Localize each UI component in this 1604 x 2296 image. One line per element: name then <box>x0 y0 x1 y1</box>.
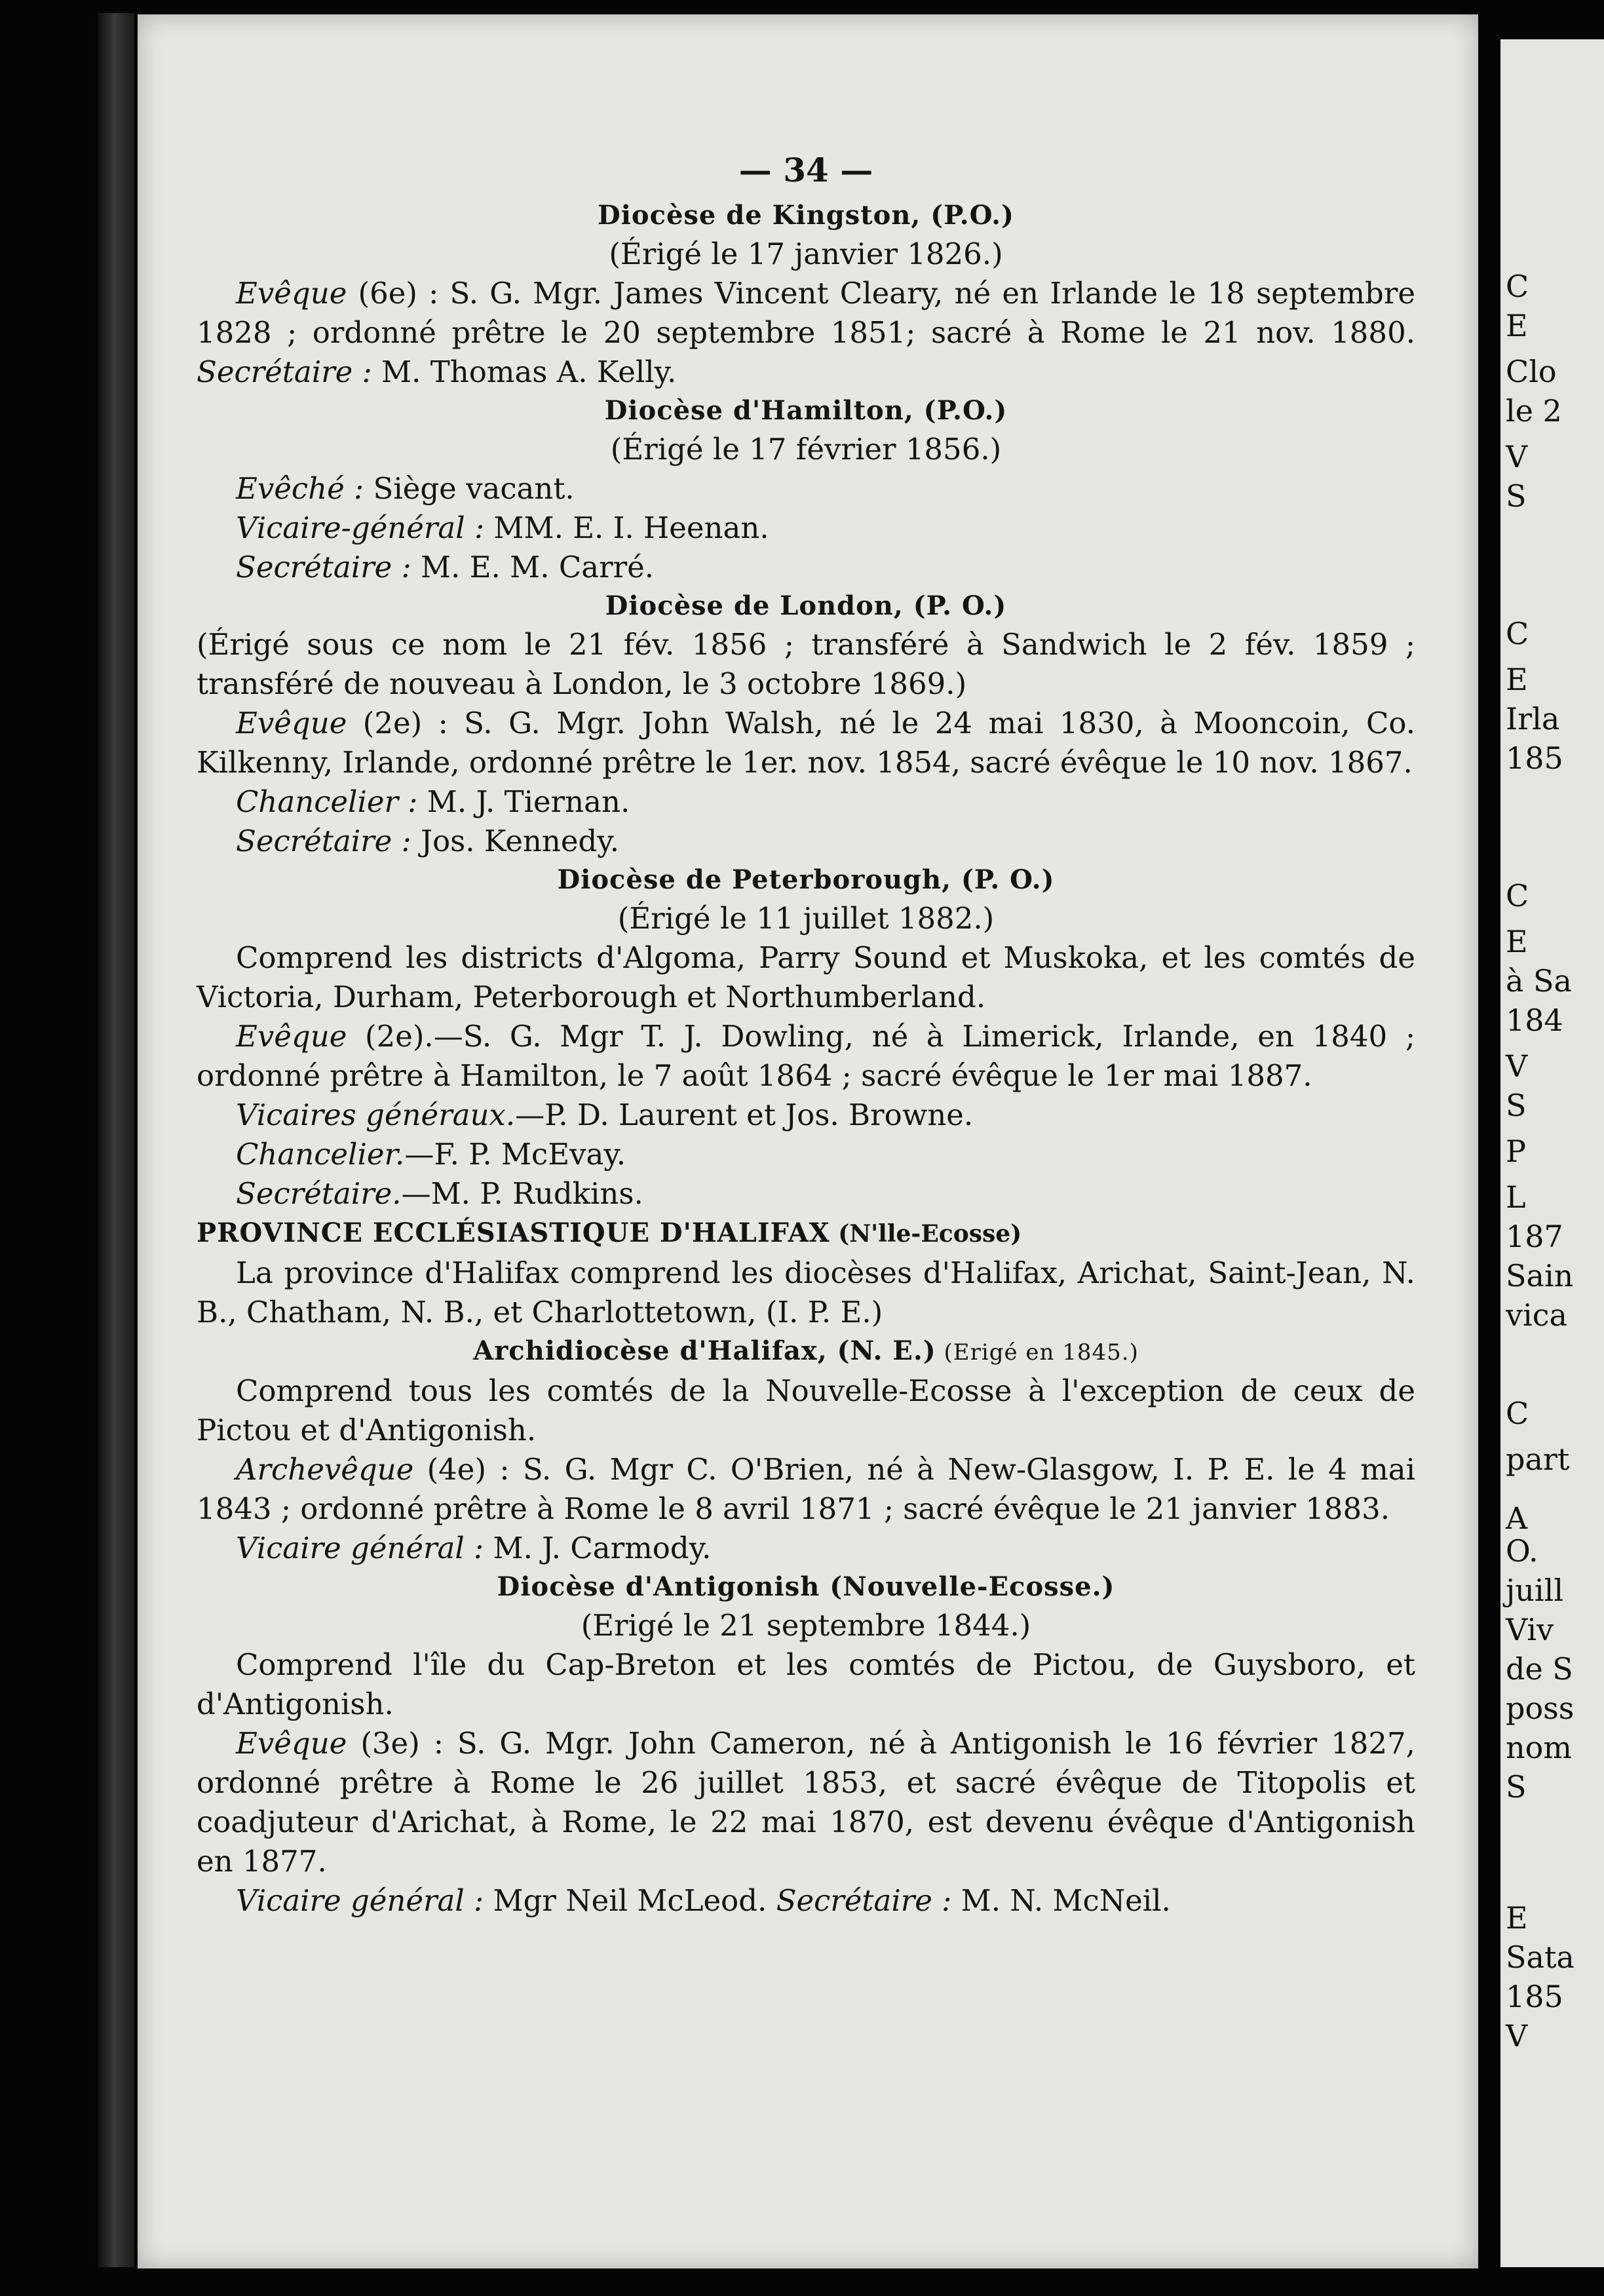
facing-page-fragment: V <box>1506 1048 1528 1084</box>
peterborough-secretary-text: —M. P. Rudkins. <box>401 1176 643 1211</box>
hamilton-see <box>197 469 1415 508</box>
facing-page-fragment: C <box>1506 269 1529 304</box>
facing-page-fragment: O. <box>1506 1533 1538 1569</box>
facing-page-fragment: 187 <box>1506 1219 1563 1254</box>
facing-page-fragment: 184 <box>1506 1003 1563 1038</box>
facing-page-fragment: Clo <box>1506 354 1557 389</box>
halifax-archbishop-label: Archevêque <box>236 1452 414 1487</box>
peterborough-vg-label: Vicaires généraux. <box>236 1098 516 1132</box>
facing-page-fragment: C <box>1506 878 1529 913</box>
kingston-erected: (Érigé le 17 janvier 1826.) <box>609 237 1003 271</box>
facing-page-edge <box>1500 39 1604 2267</box>
antigonish-erected: (Erigé le 21 septembre 1844.) <box>581 1608 1031 1643</box>
facing-page-fragment: juill <box>1506 1573 1564 1608</box>
facing-page-fragment: poss <box>1506 1691 1575 1726</box>
facing-page-fragment: E <box>1506 1900 1528 1936</box>
antigonish-secretary-label: Secrétaire : <box>776 1883 952 1918</box>
antigonish-heading: Diocèse d'Antigonish (Nouvelle-Ecosse.) <box>497 1571 1115 1602</box>
facing-page-fragment: S <box>1506 1088 1527 1123</box>
facing-page-fragment: E <box>1506 308 1528 343</box>
london-erected: (Érigé sous ce nom le 21 fév. 1856 ; transféré à Sandwich le 2 fév. 1859 ; transféré de nouveau à London, le 3 octobre 1869.) <box>197 627 1415 701</box>
london-heading: Diocèse de London, (P. O.) <box>605 590 1007 621</box>
province-halifax-paren: (N'lle-Ecosse) <box>830 1220 1022 1248</box>
antigonish-bishop <box>197 1724 1415 1881</box>
halifax-heading <box>197 1332 1415 1371</box>
peterborough-bishop-label: Evêque <box>236 1019 347 1054</box>
antigonish-bishop-label: Evêque <box>236 1726 347 1761</box>
facing-page-fragment: vica <box>1506 1297 1567 1333</box>
page-number: — 34 — <box>738 151 873 189</box>
facing-page-fragment: Viv <box>1506 1612 1554 1647</box>
facing-page-fragment: V <box>1506 439 1528 474</box>
peterborough-heading: Diocèse de Peterborough, (P. O.) <box>557 864 1055 895</box>
halifax-archbishop-text: S. G. Mgr C. O'Brien, né à New-Glasgow, I. P. E. le 4 mai 1843 ; ordonné prêtre à Rome le 8 avril 1871 ; sacré évêque le 21 janvier 1883. <box>197 1452 1415 1526</box>
kingston-bishop-text: S. G. Mgr. James Vincent Cleary, né en Irlande le 18 septembre 1828 ; ordonné prêtre le 20 septembre 1851; sacré à Rome le 21 nov. 1880. <box>197 276 1415 350</box>
peterborough-vg-text: —P. D. Laurent et Jos. Browne. <box>515 1098 974 1132</box>
halifax-erected: (Erigé en 1845.) <box>936 1339 1139 1366</box>
peterborough-chancellor <box>197 1135 1415 1174</box>
halifax-vg-text: M. J. Carmody. <box>484 1531 712 1565</box>
halifax-archbishop <box>197 1450 1415 1529</box>
facing-page-fragment: P <box>1506 1134 1526 1169</box>
london-chancellor <box>197 782 1415 822</box>
london-secretary-text: Jos. Kennedy. <box>411 824 620 858</box>
london-bishop-rank: (2e) : <box>347 706 465 740</box>
hamilton-vicar <box>197 508 1415 548</box>
province-halifax-text: La province d'Halifax comprend les diocèses d'Halifax, Arichat, Saint-Jean, N. B., Chatham, N. B., et Charlottetown, (I. P. E.) <box>197 1255 1415 1330</box>
antigonish-vg-label: Vicaire général : <box>236 1883 484 1918</box>
hamilton-see-label: Evêché : <box>236 471 364 506</box>
kingston-bishop-rank: (6e) : <box>347 276 450 311</box>
halifax-heading-title: Archidiocèse d'Halifax, (N. E.) <box>473 1335 936 1366</box>
facing-page-fragment: C <box>1506 1396 1529 1431</box>
hamilton-see-text: Siège vacant. <box>364 471 575 506</box>
facing-page-fragment: E <box>1506 662 1528 697</box>
province-halifax-heading <box>197 1214 1415 1253</box>
london-secretary <box>197 822 1415 861</box>
london-chancellor-label: Chancelier : <box>236 784 418 819</box>
hamilton-secretary-text: M. E. M. Carré. <box>411 550 655 584</box>
kingston-bishop <box>197 274 1415 392</box>
london-chancellor-text: M. J. Tiernan. <box>417 784 630 819</box>
antigonish-vg-text: Mgr Neil McLeod. <box>484 1883 776 1918</box>
hamilton-secretary-label: Secrétaire : <box>236 550 411 584</box>
london-secretary-label: Secrétaire : <box>236 824 411 858</box>
facing-page-fragment: part <box>1506 1442 1570 1477</box>
kingston-secretary-label: Secrétaire : <box>197 354 372 389</box>
facing-page-fragment: A <box>1506 1501 1528 1536</box>
peterborough-vicars <box>197 1096 1415 1135</box>
antigonish-vicar-secretary <box>197 1881 1415 1921</box>
facing-page-fragment: le 2 <box>1506 393 1562 429</box>
facing-page-fragment: Sain <box>1506 1258 1574 1293</box>
facing-page-fragment: Sata <box>1506 1940 1575 1975</box>
halifax-archbishop-rank: (4e) : <box>413 1452 523 1487</box>
hamilton-heading: Diocèse d'Hamilton, (P.O.) <box>604 395 1008 426</box>
page-content <box>197 151 1415 1921</box>
peterborough-bishop-text: (2e).—S. G. Mgr T. J. Dowling, né à Limerick, Irlande, en 1840 ; ordonné prêtre à Hamilton, le 7 août 1864 ; sacré évêque le 1er mai 1887. <box>197 1019 1415 1093</box>
antigonish-comprises: Comprend l'île du Cap-Breton et les comtés de Pictou, de Guysboro, et d'Antigonish. <box>197 1647 1415 1721</box>
london-bishop <box>197 704 1415 782</box>
peterborough-secretary <box>197 1174 1415 1214</box>
peterborough-secretary-label: Secrétaire. <box>236 1176 402 1211</box>
halifax-vg-label: Vicaire général : <box>236 1531 484 1565</box>
province-halifax-title: PROVINCE ECCLÉSIASTIQUE D'HALIFAX <box>197 1217 830 1248</box>
kingston-bishop-label: Evêque <box>236 276 347 311</box>
hamilton-vg-text: MM. E. I. Heenan. <box>484 510 769 545</box>
facing-page-fragment: S <box>1506 478 1527 514</box>
facing-page-fragment: L <box>1506 1179 1526 1215</box>
facing-page-fragment: S <box>1506 1769 1527 1805</box>
kingston-heading: Diocèse de Kingston, (P.O.) <box>598 200 1014 231</box>
book-spine <box>98 13 134 2267</box>
facing-page-fragment: 185 <box>1506 740 1563 776</box>
antigonish-bishop-rank: (3e) : <box>347 1726 457 1761</box>
halifax-vicar <box>197 1529 1415 1568</box>
facing-page-fragment: de S <box>1506 1651 1573 1687</box>
london-bishop-label: Evêque <box>236 706 347 740</box>
facing-page-fragment: à Sa <box>1506 963 1572 999</box>
peterborough-chancellor-label: Chancelier. <box>236 1137 405 1172</box>
facing-page-fragment: E <box>1506 924 1528 959</box>
hamilton-erected: (Érigé le 17 février 1856.) <box>610 432 1002 467</box>
peterborough-bishop <box>197 1017 1415 1096</box>
halifax-comprises: Comprend tous les comtés de la Nouvelle-Ecosse à l'exception de ceux de Pictou et d'Antigonish. <box>197 1373 1415 1447</box>
facing-page-fragment: 185 <box>1506 1979 1563 2014</box>
peterborough-chancellor-text: —F. P. McEvay. <box>404 1137 626 1172</box>
facing-page-fragment: nom <box>1506 1730 1572 1765</box>
peterborough-comprises: Comprend les districts d'Algoma, Parry Sound et Muskoka, et les comtés de Victoria, Durham, Peterborough et Northumberland. <box>197 940 1415 1014</box>
london-bishop-text: S. G. Mgr. John Walsh, né le 24 mai 1830, à Mooncoin, Co. Kilkenny, Irlande, ordonné prêtre le 1er. nov. 1854, sacré évêque le 10 nov. 1867. <box>197 706 1416 780</box>
antigonish-secretary-text: M. N. McNeil. <box>951 1883 1171 1918</box>
antigonish-bishop-text: S. G. Mgr. John Cameron, né à Antigonish le 16 février 1827, ordonné prêtre à Rome le 26 juillet 1853, et sacré évêque de Titopolis et coadjuteur d'Arichat, à Rome, le 22 mai 1870, est devenu évêque d'Antigonish en 1877. <box>197 1726 1415 1879</box>
facing-page-fragment: C <box>1506 616 1529 651</box>
facing-page-fragment: V <box>1506 2018 1528 2054</box>
hamilton-vg-label: Vicaire-général : <box>236 510 485 545</box>
peterborough-erected: (Érigé le 11 juillet 1882.) <box>617 901 995 936</box>
kingston-secretary-text: M. Thomas A. Kelly. <box>372 354 677 389</box>
hamilton-secretary <box>197 548 1415 587</box>
facing-page-fragment: Irla <box>1506 701 1560 737</box>
